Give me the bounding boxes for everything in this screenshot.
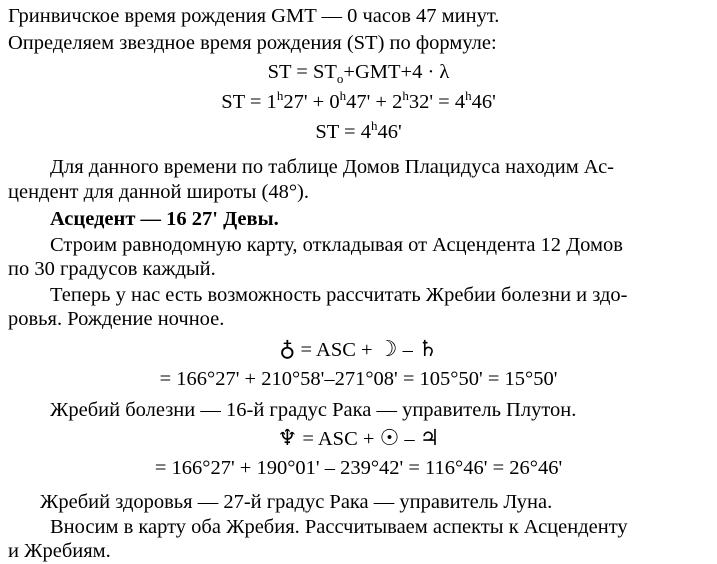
final-paragraph-line1: Вносим в карту оба Жребия. Рассчитываем аспекты к Асценденту xyxy=(50,516,628,538)
gmt-line: Гринвичское время рождения GMT — 0 часов 47 минут. xyxy=(8,5,500,27)
ascendant-paragraph-line2: цендент для данной широты (48°). xyxy=(8,181,309,203)
lot-of-health-icon: ♆ xyxy=(277,425,298,450)
lots-paragraph-line2: ровья. Рождение ночное. xyxy=(8,308,225,330)
houses-paragraph-line1: Строим равнодомную карту, откладывая от Асцендента 12 Домов xyxy=(50,234,623,256)
ascendant-paragraph-line1: Для данного времени по таблице Домов Плацидуса находим Ас- xyxy=(50,156,615,178)
sidereal-intro-line: Определяем звездное время рождения (ST) по формуле: xyxy=(8,32,497,54)
jupiter-icon: ♃ xyxy=(419,425,440,450)
illness-lot-formula: ♁ = ASC + ☽ – ♄ xyxy=(279,336,438,361)
houses-paragraph-line2: по 30 градусов каждый. xyxy=(8,258,216,280)
illness-lot-calculation: = 166°27' + 210°58'–271°08' = 105°50' = 15°50' xyxy=(159,368,558,390)
sidereal-calculation: ST = $1^h27' + 0^h47' + 2^h32' = 4^h46'$ xyxy=(221,88,496,113)
saturn-icon: ♄ xyxy=(417,336,438,361)
lot-of-illness-icon: ♁ xyxy=(279,336,296,361)
sun-icon: ☉ xyxy=(379,425,400,450)
lots-paragraph-line1: Теперь у нас есть возможность рассчитать Жребии болезни и здо- xyxy=(50,284,628,306)
health-lot-result: Жребий здоровья — 27-й градус Рака — управитель Луна. xyxy=(40,491,553,513)
ascendant-heading: Асцедент — 16 27' Девы. xyxy=(50,208,279,230)
illness-lot-result: Жребий болезни — 16-й градус Рака — управитель Плутон. xyxy=(50,399,577,421)
final-paragraph-line2: и Жребиям. xyxy=(8,540,111,562)
sidereal-formula: ST = $ST_o+GMT+4 \cdot \lambda$ xyxy=(267,61,450,87)
moon-icon: ☽ xyxy=(377,336,398,361)
sidereal-result: ST = $4^h46'$ xyxy=(315,118,402,143)
health-lot-calculation: = 166°27' + 190°01' – 239°42' = 116°46' = 26°46' xyxy=(154,457,563,479)
health-lot-formula: ♆ = ASC + ☉ – ♃ xyxy=(277,425,440,450)
